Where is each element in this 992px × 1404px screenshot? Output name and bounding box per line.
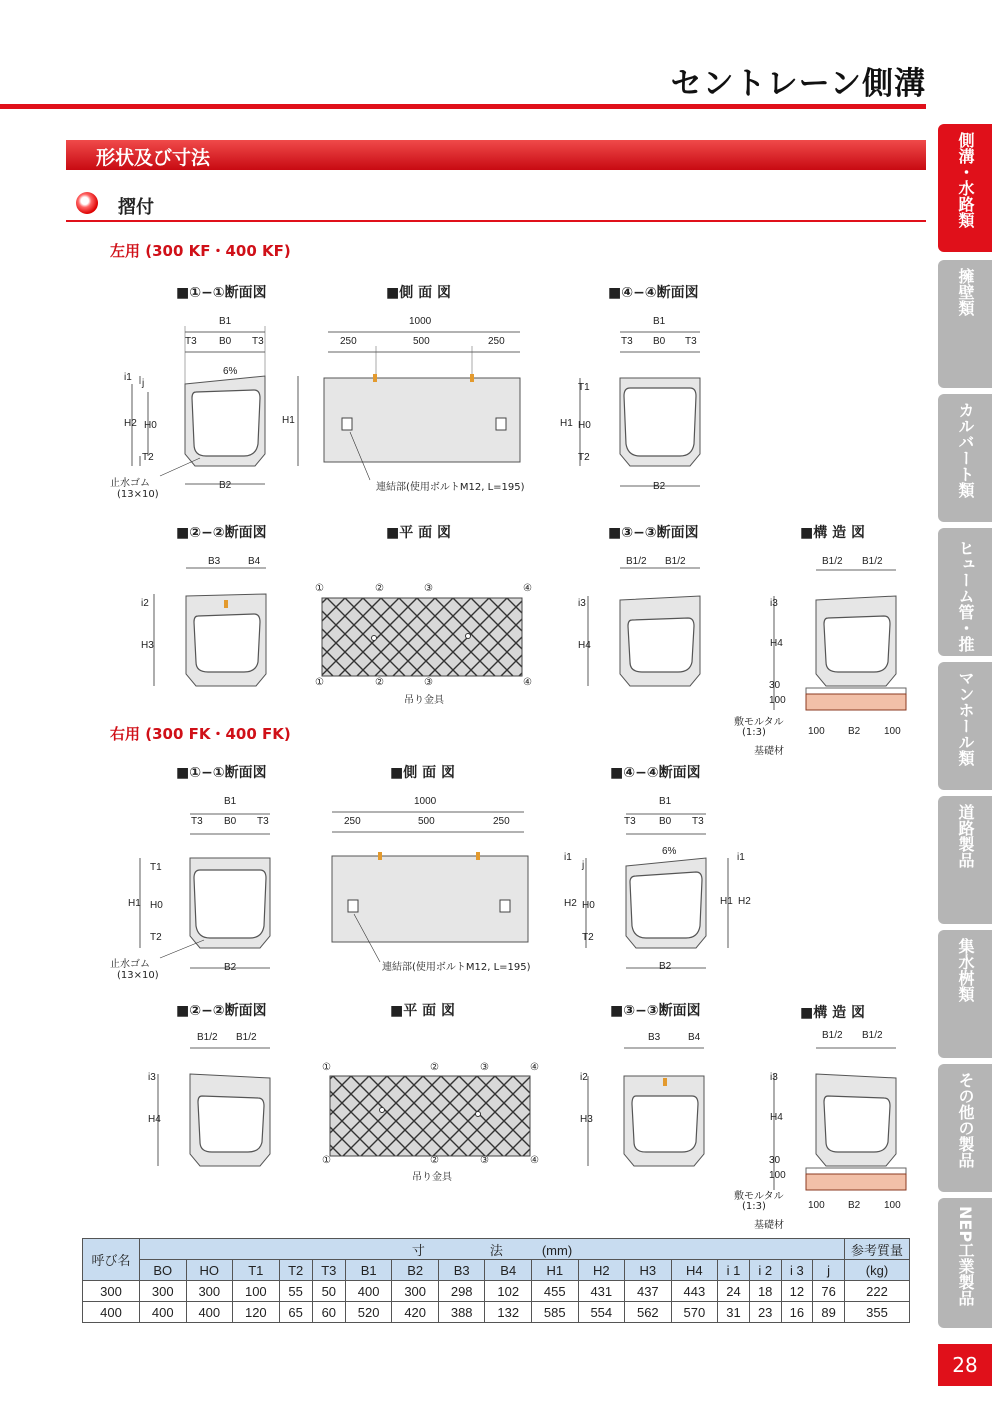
label-plan-view: ■平 面 図 — [390, 1003, 455, 1019]
table-col-header: i 2 — [749, 1260, 781, 1281]
dim-100: 100 — [884, 726, 901, 737]
label-section-2-2: ■②−②断面図 — [176, 525, 267, 541]
dim-b3: B3 — [648, 1032, 661, 1043]
dim-length-end: 250 — [344, 816, 361, 827]
dim-slope: 6% — [223, 366, 238, 377]
table-cell: 554 — [578, 1302, 625, 1323]
dim-t3: T3 — [692, 816, 704, 827]
dim-b1: B1 — [224, 796, 237, 807]
marker-3: ③ — [424, 677, 433, 688]
page-number: 28 — [938, 1344, 992, 1386]
table-col-header: H3 — [625, 1260, 672, 1281]
dim-length-total: 1000 — [414, 796, 437, 807]
label-side-view: ■側 面 図 — [390, 765, 455, 781]
table-cell: 12 — [781, 1281, 813, 1302]
dim-i2: i2 — [580, 1072, 588, 1083]
dim-h0: H0 — [150, 900, 163, 911]
table-col-header: H4 — [671, 1260, 718, 1281]
dim-b0: B0 — [219, 336, 232, 347]
tab-label: 擁壁類 — [956, 268, 975, 316]
dim-h1: H1 — [720, 896, 733, 907]
dim-b1-half: B1/2 — [665, 556, 686, 567]
dim-slope: 6% — [662, 846, 677, 857]
right-variant-title: 右用 (300 FK・400 FK) — [110, 725, 291, 743]
marker-1: ① — [322, 1062, 331, 1073]
table-col-header: T3 — [312, 1260, 345, 1281]
note-joint: 連結部(使用ボルトM12, L=195) — [382, 962, 531, 973]
tab-hume-pipes[interactable] — [902, 528, 992, 656]
table-cell: 431 — [578, 1281, 625, 1302]
dim-100: 100 — [808, 726, 825, 737]
section-title: 形状及び寸法 — [96, 147, 211, 169]
dim-h4: H4 — [578, 640, 591, 651]
dim-t3: T3 — [185, 336, 197, 347]
tab-culverts[interactable] — [938, 394, 992, 522]
dim-b2: B2 — [653, 481, 666, 492]
table-cell: 300 — [392, 1281, 439, 1302]
table-cell: 18 — [749, 1281, 781, 1302]
dim-h1: H1 — [128, 898, 141, 909]
note-mortar: 敷モルタル — [734, 1191, 784, 1202]
marker-3: ③ — [480, 1062, 489, 1073]
table-row — [83, 1302, 910, 1323]
marker-2: ② — [375, 677, 384, 688]
table-col-header: B1 — [345, 1260, 392, 1281]
dim-b4: B4 — [688, 1032, 701, 1043]
dim-100: 100 — [769, 695, 786, 706]
dim-t3: T3 — [257, 816, 269, 827]
dim-b1-half: B1/2 — [862, 556, 883, 567]
note-waterstop-size: (13×10) — [117, 970, 159, 981]
table-cell: 298 — [438, 1281, 485, 1302]
table-col-header: j — [813, 1260, 845, 1281]
table-header-weight-unit: (kg) — [845, 1260, 910, 1281]
table-cell: 31 — [718, 1302, 750, 1323]
table-cell: 388 — [438, 1302, 485, 1323]
dim-b4: B4 — [248, 556, 261, 567]
note-waterstop-size: (13×10) — [117, 489, 159, 500]
table-cell: 400 — [345, 1281, 392, 1302]
marker-4: ④ — [523, 677, 532, 688]
table-col-header: T1 — [233, 1260, 280, 1281]
table-col-header: BO — [140, 1260, 187, 1281]
dim-t2: T2 — [150, 932, 162, 943]
table-cell: 355 — [845, 1302, 910, 1323]
dim-b1: B1 — [653, 316, 666, 327]
table-cell: 55 — [279, 1281, 312, 1302]
dim-i1: i1 — [124, 372, 132, 383]
note-mortar-ratio: (1:3) — [742, 1201, 766, 1212]
dim-length-mid: 500 — [418, 816, 435, 827]
tab-label: カルバート類 — [956, 402, 975, 498]
table-cell: 585 — [532, 1302, 579, 1323]
dim-b2: B2 — [219, 480, 232, 491]
dim-h3: H3 — [141, 640, 154, 651]
note-lifting: 吊り金具 — [412, 1172, 452, 1183]
table-cell: 420 — [392, 1302, 439, 1323]
dim-t3: T3 — [252, 336, 264, 347]
table-header-name: 呼び名 — [83, 1239, 140, 1281]
dim-h1: H1 — [282, 415, 295, 426]
dim-b1-half: B1/2 — [822, 556, 843, 567]
table-cell: 89 — [813, 1302, 845, 1323]
dim-i3: i3 — [148, 1072, 156, 1083]
dim-100: 100 — [808, 1200, 825, 1211]
table-row — [83, 1281, 910, 1302]
table-cell: 16 — [781, 1302, 813, 1323]
dim-i1: i1 — [737, 852, 745, 863]
note-mortar: 敷モルタル — [734, 717, 784, 728]
note-base: 基礎材 — [754, 1220, 784, 1231]
tab-road-products[interactable] — [938, 796, 992, 924]
table-cell: 65 — [279, 1302, 312, 1323]
note-waterstop: 止水ゴム — [110, 478, 150, 489]
dim-t3: T3 — [621, 336, 633, 347]
dim-length-end: 250 — [488, 336, 505, 347]
marker-3: ③ — [480, 1155, 489, 1166]
tab-gutters[interactable] — [938, 124, 992, 252]
bullet-icon — [76, 192, 98, 214]
section-2-2-drawing — [140, 1030, 290, 1180]
dim-i3: i3 — [578, 598, 586, 609]
tab-nep-products[interactable] — [938, 1198, 992, 1328]
table-header-weight: 参考質量 — [845, 1239, 910, 1260]
dim-i1: i1 — [564, 852, 572, 863]
note-base: 基礎材 — [754, 746, 784, 757]
table-cell: 400 — [83, 1302, 140, 1323]
table-col-header: T2 — [279, 1260, 312, 1281]
dim-length-mid: 500 — [413, 336, 430, 347]
dim-h2: H2 — [124, 418, 137, 429]
marker-4: ④ — [530, 1155, 539, 1166]
dim-b2: B2 — [848, 1200, 861, 1211]
marker-2: ② — [430, 1062, 439, 1073]
dim-t2: T2 — [582, 932, 594, 943]
table-cell: 24 — [718, 1281, 750, 1302]
table-cell: 562 — [625, 1302, 672, 1323]
dim-b1-half: B1/2 — [626, 556, 647, 567]
tab-other-products[interactable] — [938, 1064, 992, 1192]
marker-3: ③ — [424, 583, 433, 594]
tab-label: ヒューム管・推進管 — [902, 540, 975, 652]
tab-label: NEP工業製品 — [956, 1206, 975, 1307]
note-waterstop: 止水ゴム — [110, 959, 150, 970]
label-section-1-1: ■①−①断面図 — [176, 765, 267, 781]
table-col-header: B3 — [438, 1260, 485, 1281]
dim-j: j — [582, 860, 585, 871]
table-cell: 300 — [140, 1281, 187, 1302]
dim-b1: B1 — [219, 316, 232, 327]
label-section-1-1: ■①−①断面図 — [176, 285, 267, 301]
table-cell: 102 — [485, 1281, 532, 1302]
dim-b2: B2 — [659, 961, 672, 972]
title-rule — [0, 104, 926, 109]
section-4-4-drawing — [556, 788, 756, 988]
dim-t2: T2 — [142, 452, 154, 463]
dim-b1-half: B1/2 — [197, 1032, 218, 1043]
tab-label: 道路製品 — [956, 804, 975, 868]
table-col-header: B2 — [392, 1260, 439, 1281]
dim-i3: i3 — [770, 1072, 778, 1083]
label-section-4-4: ■④−④断面図 — [610, 765, 701, 781]
marker-1: ① — [315, 677, 324, 688]
dim-h1: H1 — [560, 418, 573, 429]
subsection-header — [66, 188, 926, 222]
dim-h0: H0 — [578, 420, 591, 431]
note-joint: 連結部(使用ボルトM12, L=195) — [376, 482, 525, 493]
tab-label: マンホール類 — [956, 670, 975, 766]
tab-manholes[interactable] — [938, 662, 992, 790]
table-cell: 132 — [485, 1302, 532, 1323]
dim-i3: i3 — [770, 598, 778, 609]
dimension-table — [82, 1238, 910, 1323]
table-cell: 300 — [186, 1281, 233, 1302]
marker-1: ① — [315, 583, 324, 594]
label-structure: ■構 造 図 — [800, 1005, 865, 1021]
table-col-header: B4 — [485, 1260, 532, 1281]
section-4-4-drawing — [560, 306, 730, 506]
label-section-2-2: ■②−②断面図 — [176, 1003, 267, 1019]
tab-catch-basins[interactable] — [938, 930, 992, 1058]
table-cell: 443 — [671, 1281, 718, 1302]
table-col-header: i 3 — [781, 1260, 813, 1281]
dim-b1: B1 — [659, 796, 672, 807]
dim-b1-half: B1/2 — [236, 1032, 257, 1043]
dim-t3: T3 — [685, 336, 697, 347]
dim-h4: H4 — [770, 1112, 783, 1123]
label-section-4-4: ■④−④断面図 — [608, 285, 699, 301]
dim-100: 100 — [884, 1200, 901, 1211]
dim-h0: H0 — [144, 420, 157, 431]
tab-label: 側溝・水路類 — [956, 132, 975, 228]
note-lifting: 吊り金具 — [404, 695, 444, 706]
dim-h3: H3 — [580, 1114, 593, 1125]
dim-t1: T1 — [578, 382, 590, 393]
tab-label: その他の製品 — [956, 1072, 975, 1168]
table-cell: 455 — [532, 1281, 579, 1302]
label-side-view: ■側 面 図 — [386, 285, 451, 301]
table-cell: 50 — [312, 1281, 345, 1302]
dim-h2: H2 — [564, 898, 577, 909]
dim-t2: T2 — [578, 452, 590, 463]
dim-100: 100 — [769, 1170, 786, 1181]
marker-4: ④ — [523, 583, 532, 594]
table-col-header: i 1 — [718, 1260, 750, 1281]
dim-h4: H4 — [148, 1114, 161, 1125]
marker-2: ② — [430, 1155, 439, 1166]
dim-h4: H4 — [770, 638, 783, 649]
label-structure: ■構 造 図 — [800, 525, 865, 541]
dim-length-total: 1000 — [409, 316, 432, 327]
table-cell: 400 — [186, 1302, 233, 1323]
table-cell: 222 — [845, 1281, 910, 1302]
dim-b0: B0 — [224, 816, 237, 827]
label-section-3-3: ■③−③断面図 — [608, 525, 699, 541]
dim-b3: B3 — [208, 556, 221, 567]
dim-b0: B0 — [659, 816, 672, 827]
note-mortar-ratio: (1:3) — [742, 727, 766, 738]
page-title: セントレーン側溝 — [670, 66, 926, 102]
table-cell: 570 — [671, 1302, 718, 1323]
dim-h2: H2 — [738, 896, 751, 907]
subsection-title: 摺付 — [118, 197, 154, 218]
table-cell: 437 — [625, 1281, 672, 1302]
table-cell: 76 — [813, 1281, 845, 1302]
dim-j: j — [142, 378, 145, 389]
table-cell: 400 — [140, 1302, 187, 1323]
table-col-header: H2 — [578, 1260, 625, 1281]
left-variant-title: 左用 (300 KF・400 KF) — [110, 242, 291, 260]
section-3-3-drawing — [570, 1030, 720, 1180]
marker-1: ① — [322, 1155, 331, 1166]
dim-i2: i2 — [141, 598, 149, 609]
dim-b1-half: B1/2 — [822, 1030, 843, 1041]
dim-t3: T3 — [191, 816, 203, 827]
dim-b2: B2 — [848, 726, 861, 737]
table-cell: 23 — [749, 1302, 781, 1323]
marker-4: ④ — [530, 1062, 539, 1073]
table-header-dimensions: 寸 法 (mm) — [140, 1239, 845, 1260]
tab-retaining-walls[interactable] — [938, 260, 992, 388]
dim-b2: B2 — [224, 962, 237, 973]
dim-t1: T1 — [150, 862, 162, 873]
table-col-header: HO — [186, 1260, 233, 1281]
dim-length-end: 250 — [493, 816, 510, 827]
dim-t3: T3 — [624, 816, 636, 827]
marker-2: ② — [375, 583, 384, 594]
table-col-header: H1 — [532, 1260, 579, 1281]
section-3-3-drawing — [570, 550, 720, 700]
label-section-3-3: ■③−③断面図 — [610, 1003, 701, 1019]
dim-30: 30 — [769, 1155, 781, 1166]
dim-b0: B0 — [653, 336, 666, 347]
section-bar — [66, 140, 926, 170]
dim-30: 30 — [769, 680, 781, 691]
table-cell: 300 — [83, 1281, 140, 1302]
table-cell: 60 — [312, 1302, 345, 1323]
tab-label: 集水桝類 — [956, 938, 975, 1002]
table-cell: 520 — [345, 1302, 392, 1323]
dim-b1-half: B1/2 — [862, 1030, 883, 1041]
label-plan-view: ■平 面 図 — [386, 525, 451, 541]
dim-h0: H0 — [582, 900, 595, 911]
table-cell: 120 — [233, 1302, 280, 1323]
section-2-2-drawing — [140, 550, 290, 700]
table-cell: 100 — [233, 1281, 280, 1302]
dim-length-end: 250 — [340, 336, 357, 347]
